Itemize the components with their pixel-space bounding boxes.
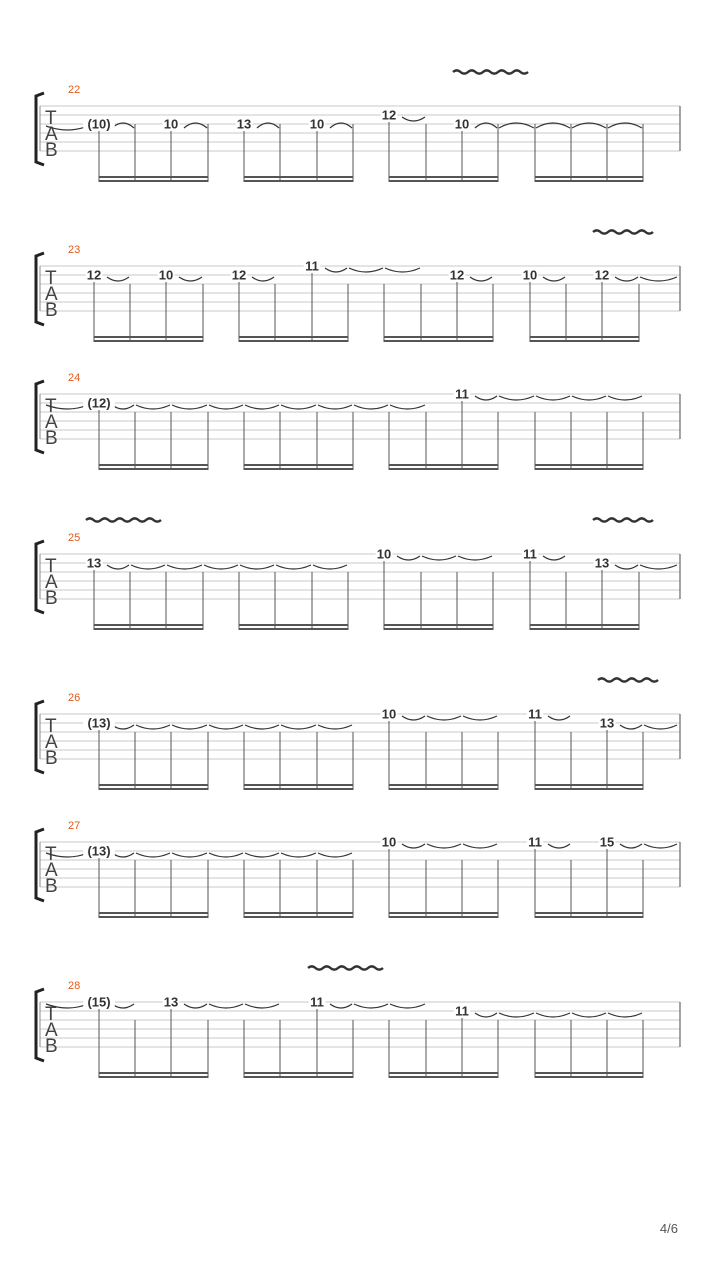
fret-number: 13 bbox=[163, 994, 179, 1010]
tab-clef-letter-a: A bbox=[45, 860, 58, 881]
tab-clef-letter-a: A bbox=[45, 124, 58, 145]
tab-clef-letter-a: A bbox=[45, 284, 58, 305]
beam bbox=[535, 916, 644, 918]
beam bbox=[244, 180, 354, 182]
tab-clef-letter-b: B bbox=[45, 588, 58, 609]
vibrato-mark bbox=[308, 966, 383, 969]
tab-clef-letter-a: A bbox=[45, 732, 58, 753]
fret-number: 13 bbox=[599, 715, 615, 731]
tie-arc bbox=[330, 1004, 352, 1008]
measure-number: 27 bbox=[68, 820, 81, 832]
vibrato-mark bbox=[453, 70, 528, 73]
tie-arc bbox=[313, 565, 347, 569]
fret-number: 11 bbox=[305, 258, 319, 274]
tie-arc bbox=[572, 1013, 606, 1017]
tie-arc bbox=[499, 396, 534, 400]
tie-arc bbox=[475, 1013, 497, 1017]
tie-arc bbox=[572, 396, 606, 400]
tie-arc bbox=[240, 565, 274, 569]
tab-clef-letter-b: B bbox=[45, 876, 58, 897]
tab-system-22 bbox=[36, 70, 680, 182]
tie-arc bbox=[499, 1013, 534, 1017]
beam bbox=[389, 784, 499, 786]
fret-number: 12 bbox=[86, 267, 102, 283]
tie-arc bbox=[112, 1004, 134, 1008]
fret-number: 10 bbox=[309, 116, 325, 132]
tie-arc bbox=[112, 405, 134, 409]
tie-arc bbox=[172, 725, 207, 729]
beam bbox=[535, 1072, 644, 1074]
tie-arc bbox=[543, 556, 565, 560]
tab-clef-letter-t: T bbox=[45, 1004, 57, 1025]
fret-number: 12 bbox=[381, 107, 397, 123]
tie-arc bbox=[543, 277, 565, 281]
tie-arc bbox=[402, 117, 425, 121]
beam bbox=[99, 1076, 209, 1078]
tie-arc bbox=[136, 405, 170, 409]
tie-arc bbox=[548, 716, 570, 720]
tie-arc bbox=[172, 853, 207, 857]
beam bbox=[94, 336, 204, 338]
tab-clef-letter-b: B bbox=[45, 1036, 58, 1057]
tie-arc bbox=[209, 1004, 243, 1008]
tab-clef-letter-t: T bbox=[45, 108, 57, 129]
tie-arc bbox=[318, 405, 352, 409]
beam bbox=[389, 916, 499, 918]
tie-arc bbox=[354, 1004, 388, 1008]
beam bbox=[239, 624, 349, 626]
tie-arc bbox=[390, 1004, 425, 1008]
beam bbox=[389, 464, 499, 466]
fret-number: (12) bbox=[87, 395, 111, 411]
beam bbox=[389, 1076, 499, 1078]
page-number: 4/6 bbox=[659, 1221, 678, 1236]
fret-number: 10 bbox=[454, 116, 470, 132]
beam bbox=[94, 628, 204, 630]
tie-arc bbox=[209, 725, 243, 729]
tie-arc bbox=[475, 396, 497, 400]
tie-arc bbox=[281, 853, 316, 857]
tie-arc bbox=[620, 725, 642, 729]
fret-number: (10) bbox=[87, 116, 111, 132]
measure-number: 23 bbox=[68, 244, 81, 256]
beam bbox=[535, 912, 644, 914]
tab-system-24 bbox=[36, 372, 680, 470]
beam bbox=[99, 916, 209, 918]
fret-number: (13) bbox=[87, 715, 111, 731]
fret-number: 13 bbox=[236, 116, 252, 132]
tie-arc bbox=[252, 277, 274, 281]
vibrato-mark bbox=[598, 678, 658, 681]
tie-arc bbox=[204, 565, 238, 569]
tie-arc bbox=[458, 556, 492, 560]
fret-number: 11 bbox=[528, 706, 542, 722]
fret-number: 11 bbox=[310, 994, 324, 1010]
tie-arc bbox=[245, 1004, 279, 1008]
beam bbox=[99, 464, 209, 466]
fret-number: 11 bbox=[455, 1003, 469, 1019]
beam bbox=[244, 1076, 354, 1078]
tie-arc bbox=[184, 1004, 207, 1008]
tab-system-23 bbox=[36, 230, 680, 342]
beam bbox=[244, 1072, 354, 1074]
tie-arc bbox=[136, 853, 170, 857]
beam bbox=[99, 1072, 209, 1074]
tie-arc bbox=[427, 716, 461, 720]
fret-number: 11 bbox=[523, 546, 537, 562]
tie-arc bbox=[536, 1013, 570, 1017]
tab-clef-letter-a: A bbox=[45, 412, 58, 433]
tie-arc bbox=[548, 844, 570, 848]
beam bbox=[99, 468, 209, 470]
tie-arc bbox=[209, 853, 243, 857]
tab-system-25 bbox=[36, 518, 680, 630]
tie-arc bbox=[349, 268, 383, 272]
tie-arc bbox=[422, 556, 456, 560]
fret-number: 10 bbox=[163, 116, 179, 132]
fret-number: (15) bbox=[87, 994, 111, 1010]
beam bbox=[530, 628, 640, 630]
beam bbox=[535, 464, 644, 466]
tab-clef-letter-b: B bbox=[45, 748, 58, 769]
tab-clef-letter-b: B bbox=[45, 428, 58, 449]
fret-number: 13 bbox=[594, 555, 610, 571]
tie-arc bbox=[390, 405, 425, 409]
fret-number: 10 bbox=[522, 267, 538, 283]
beam bbox=[535, 468, 644, 470]
fret-number: 15 bbox=[599, 834, 615, 850]
beam bbox=[244, 788, 354, 790]
fret-number: 10 bbox=[158, 267, 174, 283]
tie-arc bbox=[397, 556, 420, 560]
tie-arc bbox=[427, 844, 461, 848]
tie-arc bbox=[318, 853, 352, 857]
tie-arc bbox=[131, 565, 165, 569]
tie-arc bbox=[644, 844, 677, 848]
tie-arc bbox=[470, 277, 492, 281]
tie-arc bbox=[640, 565, 677, 569]
beam bbox=[99, 912, 209, 914]
beam bbox=[99, 180, 209, 182]
measure-number: 22 bbox=[68, 84, 81, 96]
beam bbox=[384, 336, 494, 338]
beam bbox=[384, 624, 494, 626]
tie-arc bbox=[325, 268, 347, 272]
tie-arc bbox=[463, 716, 497, 720]
fret-number: 12 bbox=[594, 267, 610, 283]
tie-arc bbox=[179, 277, 202, 281]
tie-arc bbox=[107, 277, 129, 281]
measure-number: 28 bbox=[68, 980, 81, 992]
beam bbox=[389, 788, 499, 790]
tie-arc bbox=[536, 396, 570, 400]
tie-arc bbox=[620, 844, 642, 848]
tie-arc bbox=[245, 405, 279, 409]
tie-arc bbox=[608, 1013, 642, 1017]
beam bbox=[535, 1076, 644, 1078]
beam bbox=[384, 340, 494, 342]
tie-arc bbox=[172, 405, 207, 409]
tie-arc bbox=[107, 565, 129, 569]
tie-arc bbox=[644, 725, 677, 729]
tie-arc bbox=[402, 716, 425, 720]
tie-arc bbox=[615, 277, 638, 281]
beam bbox=[530, 624, 640, 626]
vibrato-mark bbox=[593, 230, 653, 233]
tab-clef-letter-b: B bbox=[45, 140, 58, 161]
tie-arc bbox=[281, 725, 316, 729]
fret-number: 10 bbox=[381, 706, 397, 722]
tab-clef-letter-t: T bbox=[45, 396, 57, 417]
beam bbox=[389, 468, 499, 470]
beam bbox=[244, 912, 354, 914]
tab-system-26 bbox=[36, 678, 680, 790]
tie-arc bbox=[276, 565, 311, 569]
beam bbox=[389, 1072, 499, 1074]
beam bbox=[244, 464, 354, 466]
beam bbox=[389, 180, 499, 182]
beam bbox=[94, 624, 204, 626]
tie-arc bbox=[402, 844, 425, 848]
tie-arc bbox=[112, 725, 134, 729]
beam bbox=[384, 628, 494, 630]
beam bbox=[239, 628, 349, 630]
tie-arc bbox=[167, 565, 202, 569]
tab-clef-letter-t: T bbox=[45, 716, 57, 737]
fret-number: (13) bbox=[87, 843, 111, 859]
beam bbox=[99, 784, 209, 786]
measure-number: 25 bbox=[68, 532, 81, 544]
tie-arc bbox=[112, 853, 134, 857]
beam bbox=[94, 340, 204, 342]
beam bbox=[99, 176, 209, 178]
fret-number: 12 bbox=[449, 267, 465, 283]
tab-system-27 bbox=[36, 820, 680, 918]
fret-number: 12 bbox=[231, 267, 247, 283]
tie-arc bbox=[209, 405, 243, 409]
beam bbox=[239, 340, 349, 342]
measure-number: 24 bbox=[68, 372, 81, 384]
beam bbox=[239, 336, 349, 338]
beam bbox=[244, 468, 354, 470]
tab-clef-letter-a: A bbox=[45, 1020, 58, 1041]
tie-arc bbox=[281, 405, 316, 409]
beam bbox=[530, 340, 640, 342]
fret-number: 11 bbox=[455, 386, 469, 402]
measure-number: 26 bbox=[68, 692, 81, 704]
fret-number: 10 bbox=[376, 546, 392, 562]
beam bbox=[244, 176, 354, 178]
tab-clef-letter-t: T bbox=[45, 556, 57, 577]
tab-system-28 bbox=[36, 966, 680, 1078]
beam bbox=[389, 176, 499, 178]
beam bbox=[389, 912, 499, 914]
tie-arc bbox=[463, 844, 497, 848]
beam bbox=[244, 784, 354, 786]
tie-arc bbox=[385, 268, 420, 272]
tie-arc bbox=[245, 853, 279, 857]
fret-number: 11 bbox=[528, 834, 542, 850]
vibrato-mark bbox=[86, 518, 161, 521]
beam bbox=[530, 336, 640, 338]
beam bbox=[535, 176, 644, 178]
tab-clef-letter-a: A bbox=[45, 572, 58, 593]
fret-number: 13 bbox=[86, 555, 102, 571]
tab-clef-letter-b: B bbox=[45, 300, 58, 321]
vibrato-mark bbox=[593, 518, 653, 521]
tie-arc bbox=[136, 725, 170, 729]
tie-arc bbox=[354, 405, 388, 409]
tab-clef-letter-t: T bbox=[45, 844, 57, 865]
tie-arc bbox=[608, 396, 642, 400]
beam bbox=[244, 916, 354, 918]
tie-arc bbox=[245, 725, 279, 729]
tie-arc bbox=[318, 725, 352, 729]
beam bbox=[535, 784, 644, 786]
beam bbox=[535, 788, 644, 790]
tab-clef-letter-t: T bbox=[45, 268, 57, 289]
fret-number: 10 bbox=[381, 834, 397, 850]
tie-arc bbox=[615, 565, 638, 569]
beam bbox=[99, 788, 209, 790]
tie-arc bbox=[640, 277, 677, 281]
beam bbox=[535, 180, 644, 182]
